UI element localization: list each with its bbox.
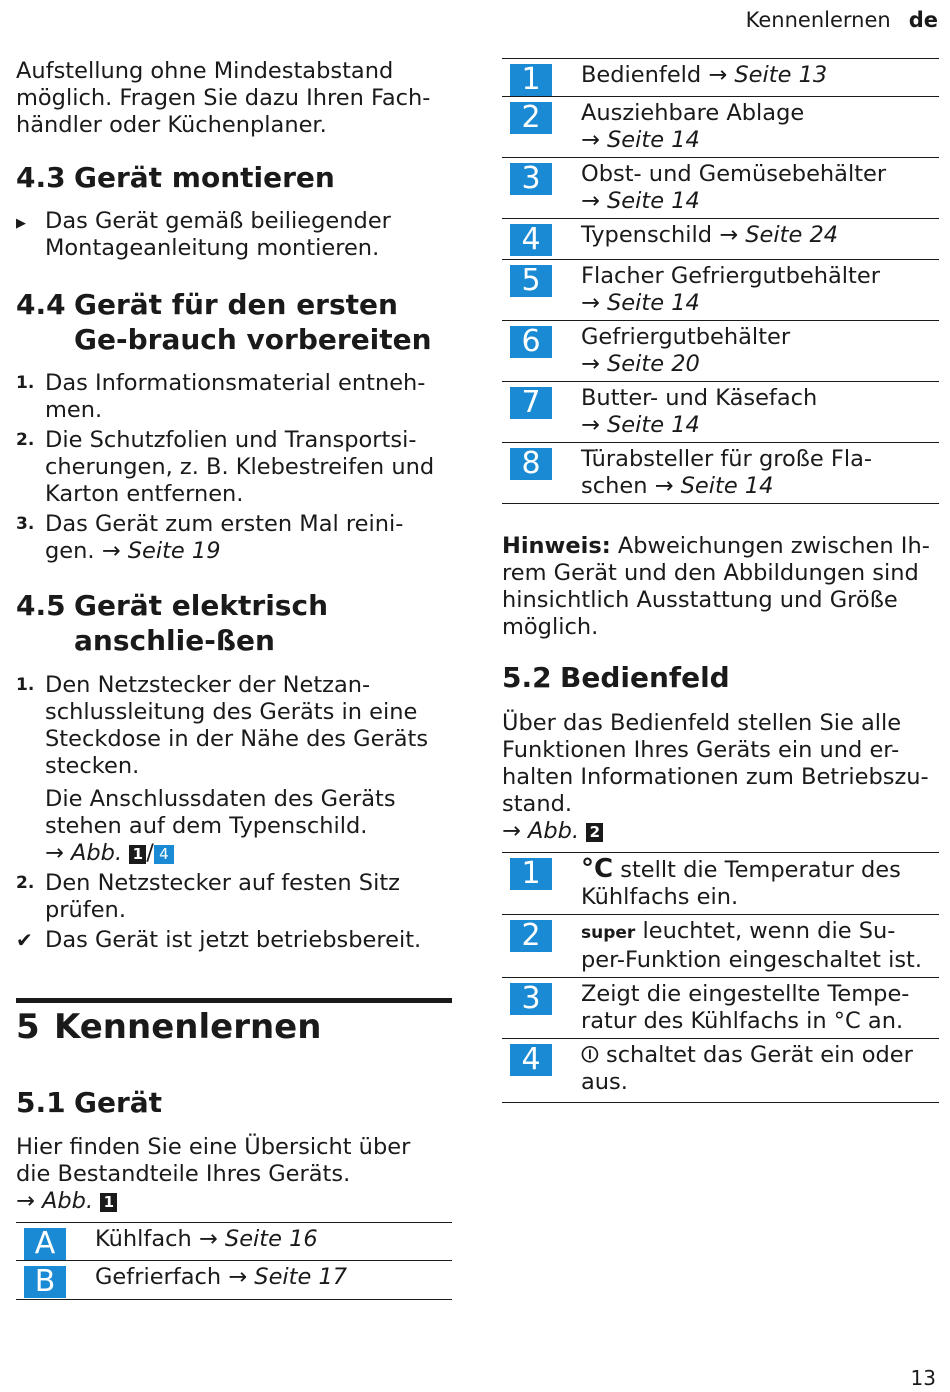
table-row <box>502 97 939 158</box>
legend-number-badge: 2 <box>510 102 552 134</box>
table-row <box>502 260 939 321</box>
legend-text-cont: schen → <box>581 473 674 499</box>
heading-title: Kennenlernen <box>54 1007 322 1047</box>
figure-badge: 2 <box>586 823 603 842</box>
bullet-item <box>16 208 452 262</box>
table-row <box>502 382 939 443</box>
page-reference-link[interactable]: Seite 17 <box>254 1264 348 1290</box>
page-header <box>746 8 938 32</box>
page-reference-link[interactable]: Seite 19 <box>127 538 221 564</box>
heading-title: Bedienfeld <box>560 661 730 694</box>
legend-number-badge: 8 <box>510 448 552 480</box>
page-reference-link[interactable]: Seite 14 <box>607 412 700 438</box>
page-reference-link[interactable]: Seite 24 <box>745 222 839 248</box>
figure-badge: 1 <box>100 1193 117 1212</box>
list-item <box>16 511 452 565</box>
figure-badge: 4 <box>154 845 174 864</box>
step-text: Den Netzstecker auf festen Sitz prüfen. <box>45 870 400 923</box>
legend-text: Flacher Gefriergutbehälter <box>581 263 880 289</box>
section-divider <box>16 998 452 1003</box>
page-reference-link[interactable]: Seite 14 <box>607 290 700 316</box>
figure-badge: 1 <box>129 845 146 864</box>
bullet-text: Das Gerät gemäß beiliegender Montageanleitung montieren. <box>45 208 391 261</box>
table-row <box>502 219 939 260</box>
step-number: 3. <box>16 514 35 534</box>
page-reference-link[interactable]: Seite 14 <box>607 127 700 153</box>
legend-label-badge: B <box>24 1266 66 1298</box>
table-row <box>16 1261 452 1300</box>
table-row <box>502 158 939 219</box>
heading-title: Gerät montieren <box>74 161 335 194</box>
heading-4-4 <box>16 287 436 357</box>
step-number: 1. <box>16 373 35 393</box>
step-text: Den Netzstecker der Netzan-schlussleitung des Geräts in eine Steckdose in der Nähe des Geräts stecken. <box>45 672 429 779</box>
page-reference-link[interactable]: Seite 14 <box>680 473 774 499</box>
step-note <box>16 786 452 867</box>
legend-number-badge: 1 <box>510 858 552 890</box>
component-legend <box>502 58 939 504</box>
note-text: Abweichungen zwischen Ih-rem Gerät und den Abbildungen sind hinsichtlich Ausstattung und Größe möglich. <box>502 533 930 640</box>
step-text: Das Informationsmaterial entneh-men. <box>45 370 426 423</box>
legend-text: Typenschild → <box>581 222 739 248</box>
page-reference-link[interactable]: Seite 16 <box>224 1226 318 1252</box>
legend-number-badge: 7 <box>510 387 552 419</box>
steps-list <box>16 370 452 565</box>
heading-number: 5.1 <box>16 1086 66 1119</box>
heading-5 <box>16 1007 452 1047</box>
legend-number-badge: 3 <box>510 163 552 195</box>
heading-title: Gerät für den ersten Ge-brauch vorbereiten <box>74 288 432 356</box>
page-number: 13 <box>910 1366 936 1390</box>
legend-text-cont: → <box>581 412 600 438</box>
heading-4-5 <box>16 588 452 658</box>
legend-text: Butter- und Käsefach <box>581 385 818 411</box>
list-item <box>16 870 452 924</box>
steps-list <box>16 672 452 954</box>
table-row <box>16 1223 452 1261</box>
heading-title: Gerät elektrisch anschlie-ßen <box>74 589 328 657</box>
list-item <box>16 672 452 780</box>
figure-reference-link[interactable]: → Abb. <box>45 840 123 866</box>
intro-text: Aufstellung ohne Mindestabstand möglich. Fragen Sie dazu Ihren Fach-händler oder Küchenplaner. <box>16 58 431 138</box>
heading-number: 4.4 <box>16 288 66 321</box>
legend-label-badge: A <box>24 1228 66 1260</box>
table-row <box>502 1039 939 1103</box>
legend-text-cont: → <box>581 127 600 153</box>
paragraph: Über das Bedienfeld stellen Sie alle Funktionen Ihres Geräts ein und er-halten Informationen zum Betriebszu-stand. <box>502 710 929 817</box>
legend-text: Bedienfeld → <box>581 62 728 88</box>
heading-number: 5 <box>16 1007 40 1047</box>
table-row <box>502 915 939 978</box>
step-text: Das Gerät zum ersten Mal reini-gen. → <box>45 511 404 564</box>
step-number: 2. <box>16 873 35 893</box>
heading-5-2 <box>502 660 939 695</box>
result-text: Das Gerät ist jetzt betriebsbereit. <box>45 927 422 953</box>
legend-text: Kühlfach → <box>95 1226 218 1252</box>
legend-text: Gefrierfach → <box>95 1264 248 1290</box>
legend-number-badge: 4 <box>510 1044 552 1076</box>
header-section: Kennenlernen <box>745 8 891 32</box>
step-text: Die Schutzfolien und Transportsi-cherungen, z. B. Klebestreifen und Karton entfernen. <box>45 427 435 507</box>
section-text <box>502 710 939 845</box>
legend-text: Obst- und Gemüsebehälter <box>581 161 887 187</box>
legend-text-cont: → <box>581 290 600 316</box>
legend-text: Zeigt die eingestellte Tempe-ratur des Kühlfachs in °C an. <box>581 981 910 1034</box>
legend-text: stellt die Temperatur des Kühlfachs ein. <box>581 857 901 910</box>
temperature-symbol-icon: °C <box>581 854 614 884</box>
table-row <box>502 321 939 382</box>
step-note-text: Die Anschlussdaten des Geräts stehen auf dem Typenschild. <box>45 786 396 839</box>
page-reference-link[interactable]: Seite 13 <box>734 62 828 88</box>
legend-number-badge: 5 <box>510 265 552 297</box>
result-item <box>16 927 452 954</box>
step-number: 1. <box>16 675 35 695</box>
table-row <box>502 443 939 504</box>
note-label: Hinweis: <box>502 533 611 559</box>
heading-number: 4.5 <box>16 589 66 622</box>
power-icon: ⏼ <box>581 1042 599 1068</box>
list-item <box>16 427 452 508</box>
checkmark-icon: ✔ <box>16 928 33 952</box>
legend-text: Gefriergutbehälter <box>581 324 791 350</box>
figure-reference-link[interactable]: → Abb. <box>502 818 580 844</box>
table-row <box>502 853 939 915</box>
legend-text: Türabsteller für große Fla- <box>581 446 873 472</box>
legend-number-badge: 2 <box>510 920 552 952</box>
triangle-bullet-icon: ▶ <box>16 216 26 231</box>
component-legend <box>16 1222 452 1300</box>
table-row <box>502 978 939 1039</box>
legend-number-badge: 4 <box>510 224 552 256</box>
control-panel-legend <box>502 852 939 1103</box>
legend-number-badge: 1 <box>510 64 552 96</box>
heading-title: Gerät <box>74 1086 163 1119</box>
figure-reference-link[interactable]: → Abb. <box>16 1188 94 1214</box>
list-item <box>16 370 452 424</box>
note-paragraph <box>502 533 939 641</box>
legend-number-badge: 3 <box>510 983 552 1015</box>
section-text <box>16 1134 436 1215</box>
legend-text: schaltet das Gerät ein oder aus. <box>581 1042 913 1095</box>
legend-text-cont: → <box>581 188 600 214</box>
legend-number-badge: 6 <box>510 326 552 358</box>
header-lang: de <box>908 8 938 32</box>
page-reference-link[interactable]: Seite 14 <box>607 188 700 214</box>
legend-text: Ausziehbare Ablage <box>581 100 805 126</box>
figure-separator: / <box>146 840 154 866</box>
step-number: 2. <box>16 430 35 450</box>
page-reference-link[interactable]: Seite 20 <box>607 351 700 377</box>
super-symbol-icon: super <box>581 923 636 943</box>
heading-number: 4.3 <box>16 161 66 194</box>
heading-4-3 <box>16 160 452 195</box>
paragraph: Hier finden Sie eine Übersicht über die Bestandteile Ihres Geräts. <box>16 1134 411 1187</box>
heading-number: 5.2 <box>502 661 552 694</box>
legend-text-cont: → <box>581 351 600 377</box>
legend-text: leuchtet, wenn die Su-per-Funktion eingeschaltet ist. <box>581 918 923 973</box>
heading-5-1 <box>16 1085 452 1120</box>
table-row <box>502 59 939 97</box>
